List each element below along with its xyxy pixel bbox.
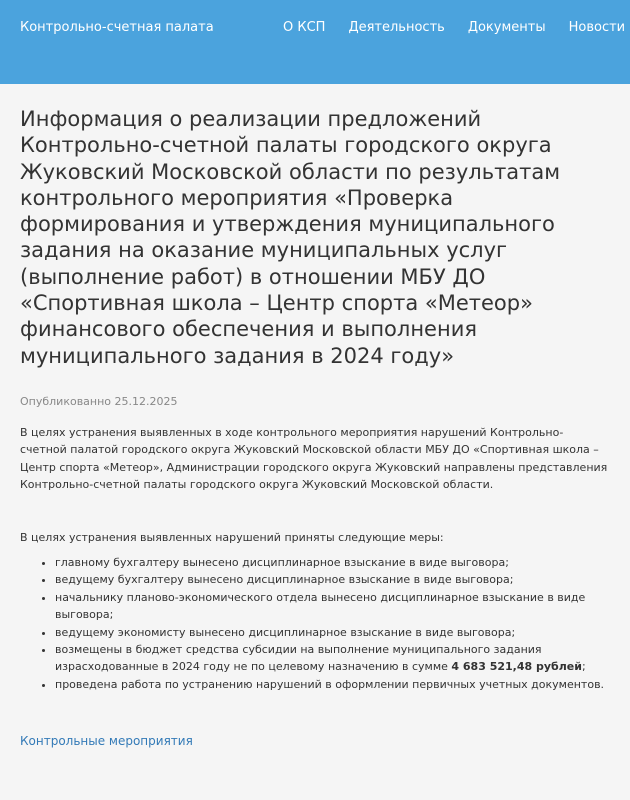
article	[0, 106, 630, 749]
main-nav	[283, 20, 630, 35]
intro-paragraph: В целях устранения выявленных в ходе контрольного мероприятия нарушений Контрольно-счетной палатой городского округа Жуковский Московской области МБУ ДО «Спортивная школа – Центр спорта «Метеор», Администрации городского округа Жуковский направлены представления Контрольно-счетной палаты городского округа Жуковский Московской области.	[20, 425, 608, 492]
site-header	[0, 0, 630, 84]
brand-link[interactable]: Контрольно-счетная палата	[20, 20, 214, 35]
list-item-text: возмещены в бюджет средства субсидии на выполнение муниципального задания израсходованные в 2024 году не по целевому назначению в сумме	[55, 643, 542, 674]
list-item: • начальнику планово-экономического отдела вынесено дисциплинарное взыскание в виде выговора;	[55, 589, 610, 624]
amount-value: 4 683 521,48 рублей	[451, 660, 582, 674]
list-item	[55, 641, 610, 676]
page-title: Информация о реализации предложений Контрольно-счетной палаты городского округа Жуковский Московской области по результатам контрольного мероприятия «Проверка формирования и утверждения муниципального задания на оказание муниципальных услуг (выполнение работ) в отношении МБУ ДО «Спортивная школа – Центр спорта «Метеор» финансового обеспечения и выполнения муниципального задания в 2024 году»	[20, 107, 561, 368]
measures-title: В целях устранения выявленных нарушений приняты следующие меры:	[20, 530, 444, 544]
list-item: • ведущему бухгалтеру вынесено дисциплинарное взыскание в виде выговора;	[55, 571, 610, 588]
list-item-end: ;	[581, 660, 586, 674]
published-date: Опубликованно 25.12.2025	[20, 394, 178, 408]
control-measures-link[interactable]: Контрольные мероприятия	[20, 734, 193, 749]
nav-item-about[interactable]: О КСП	[283, 20, 326, 35]
nav-item-documents[interactable]: Документы	[467, 20, 546, 35]
nav-item-activity[interactable]: Деятельность	[348, 20, 445, 35]
list-item: • главному бухгалтеру вынесено дисциплинарное взыскание в виде выговора;	[55, 554, 610, 571]
measures-list	[20, 554, 610, 693]
list-item: • ведущему экономисту вынесено дисциплинарное взыскание в виде выговора;	[55, 624, 610, 641]
nav-item-news[interactable]: Новости	[568, 20, 626, 35]
list-item: • проведена работа по устранению нарушений в оформлении первичных учетных документов.	[55, 676, 610, 693]
